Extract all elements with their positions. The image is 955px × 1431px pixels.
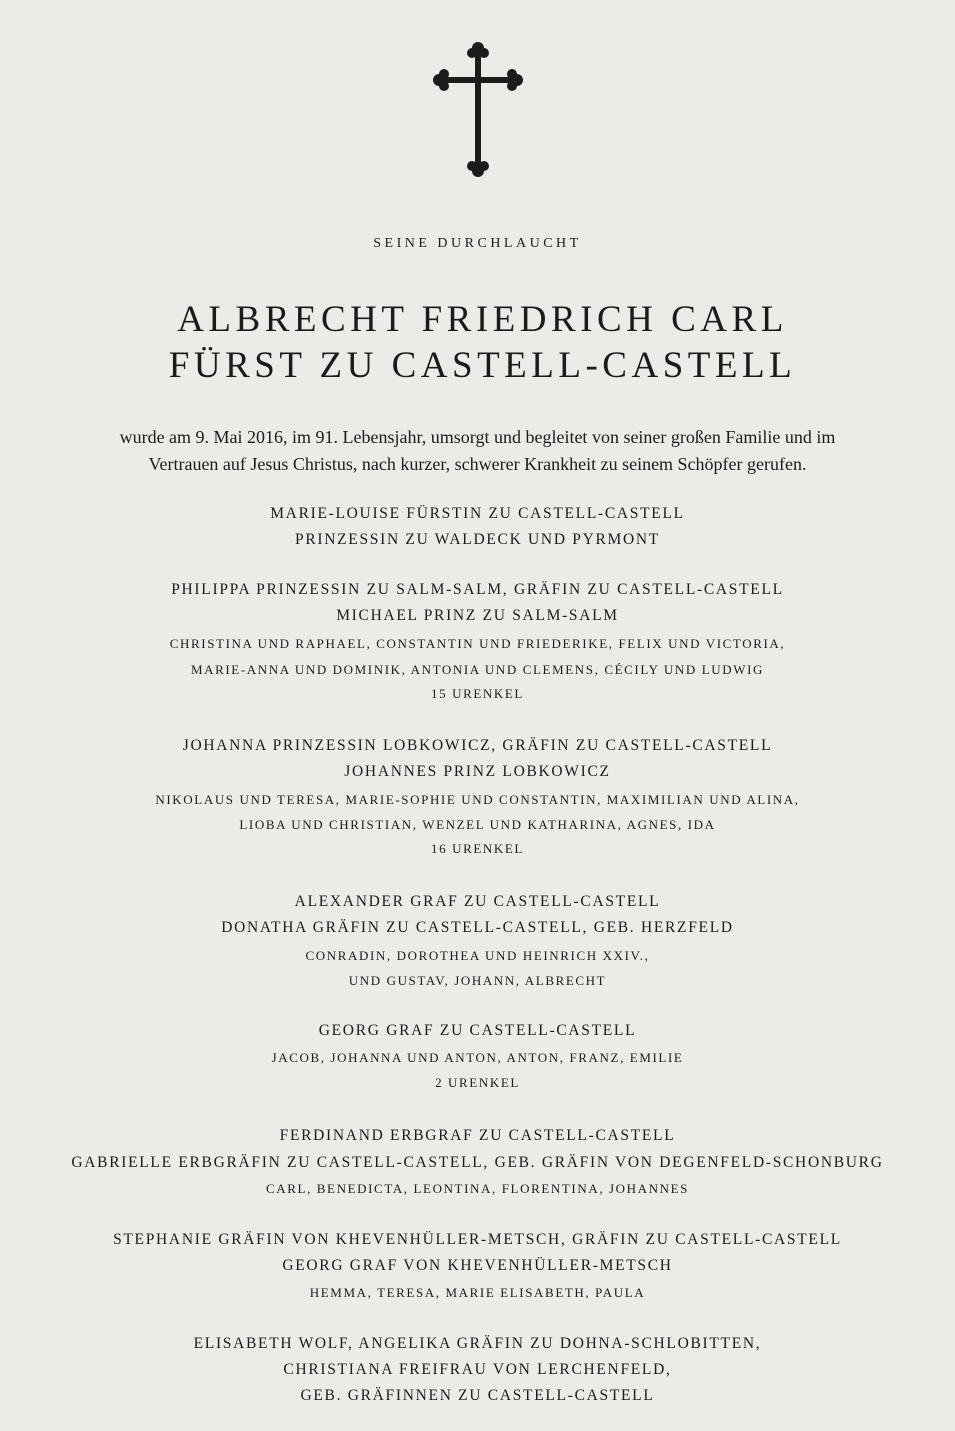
family-line: 15 URENKEL (431, 686, 524, 701)
family-line: CONRADIN, DOROTHEA UND HEINRICH XXIV., (305, 948, 650, 963)
family-line: MICHAEL PRINZ ZU SALM-SALM (336, 607, 619, 624)
family-line: ELISABETH WOLF, ANGELIKA GRÄFIN ZU DOHNA-SCHLOBITTEN, (193, 1335, 762, 1352)
family-line: MARIE-LOUISE FÜRSTIN ZU CASTELL-CASTELL (270, 505, 685, 522)
family-line: CARL, BENEDICTA, LEONTINA, FLORENTINA, JOHANNES (266, 1181, 689, 1196)
family-line: STEPHANIE GRÄFIN VON KHEVENHÜLLER-METSCH, GRÄFIN ZU CASTELL-CASTELL (113, 1231, 842, 1248)
family-line: FERDINAND ERBGRAF ZU CASTELL-CASTELL (279, 1127, 676, 1144)
family-line: DONATHA GRÄFIN ZU CASTELL-CASTELL, GEB. HERZFELD (221, 919, 734, 936)
cross-icon (433, 40, 523, 180)
family-line: JOHANNA PRINZESSIN LOBKOWICZ, GRÄFIN ZU CASTELL-CASTELL (182, 737, 773, 754)
deceased-name-line-1: ALBRECHT FRIEDRICH CARL (177, 299, 788, 340)
family-line: ALEXANDER GRAF ZU CASTELL-CASTELL (294, 893, 661, 910)
announcement-line-2: Vertrauen auf Jesus Christus, nach kurzer, schwerer Krankheit zu seinem Schöpfer gerufen. (148, 454, 807, 474)
family-line: CHRISTIANA FREIFRAU VON LERCHENFELD, (283, 1361, 672, 1378)
family-line: NIKOLAUS UND TERESA, MARIE-SOPHIE UND CONSTANTIN, MAXIMILIAN UND ALINA, (155, 792, 800, 807)
family-line: 16 URENKEL (431, 841, 524, 856)
family-line: GEB. GRÄFINNEN ZU CASTELL-CASTELL (300, 1387, 655, 1404)
family-line: PRINZESSIN ZU WALDECK UND PYRMONT (295, 531, 660, 548)
family-line: UND GUSTAV, JOHANN, ALBRECHT (348, 973, 607, 988)
announcement-text (40, 424, 915, 478)
family-line: GEORG GRAF VON KHEVENHÜLLER-METSCH (282, 1257, 673, 1274)
announcement-line-1: wurde am 9. Mai 2016, im 91. Lebensjahr, umsorgt und begleitet von seiner großen Familie und im (119, 427, 836, 447)
family-line: GABRIELLE ERBGRÄFIN ZU CASTELL-CASTELL, GEB. GRÄFIN VON DEGENFELD-SCHONBURG (71, 1154, 884, 1171)
family-line: CHRISTINA UND RAPHAEL, CONSTANTIN UND FRIEDERIKE, FELIX UND VICTORIA, (169, 636, 786, 651)
family-line: GEORG GRAF ZU CASTELL-CASTELL (318, 1022, 637, 1039)
honorific: SEINE DURCHLAUCHT (373, 236, 582, 251)
family-line: LIOBA UND CHRISTIAN, WENZEL UND KATHARINA, AGNES, IDA (239, 817, 716, 832)
family-line: JOHANNES PRINZ LOBKOWICZ (344, 763, 611, 780)
family-line: HEMMA, TERESA, MARIE ELISABETH, PAULA (309, 1285, 646, 1300)
family-line: PHILIPPA PRINZESSIN ZU SALM-SALM, GRÄFIN ZU CASTELL-CASTELL (171, 581, 784, 598)
deceased-name-line-2: FÜRST ZU CASTELL-CASTELL (168, 345, 797, 386)
family-line: 2 URENKEL (435, 1075, 520, 1090)
family-line: MARIE-ANNA UND DOMINIK, ANTONIA UND CLEMENS, CÉCILY UND LUDWIG (190, 662, 765, 677)
family-line: JACOB, JOHANNA UND ANTON, ANTON, FRANZ, EMILIE (271, 1050, 684, 1065)
